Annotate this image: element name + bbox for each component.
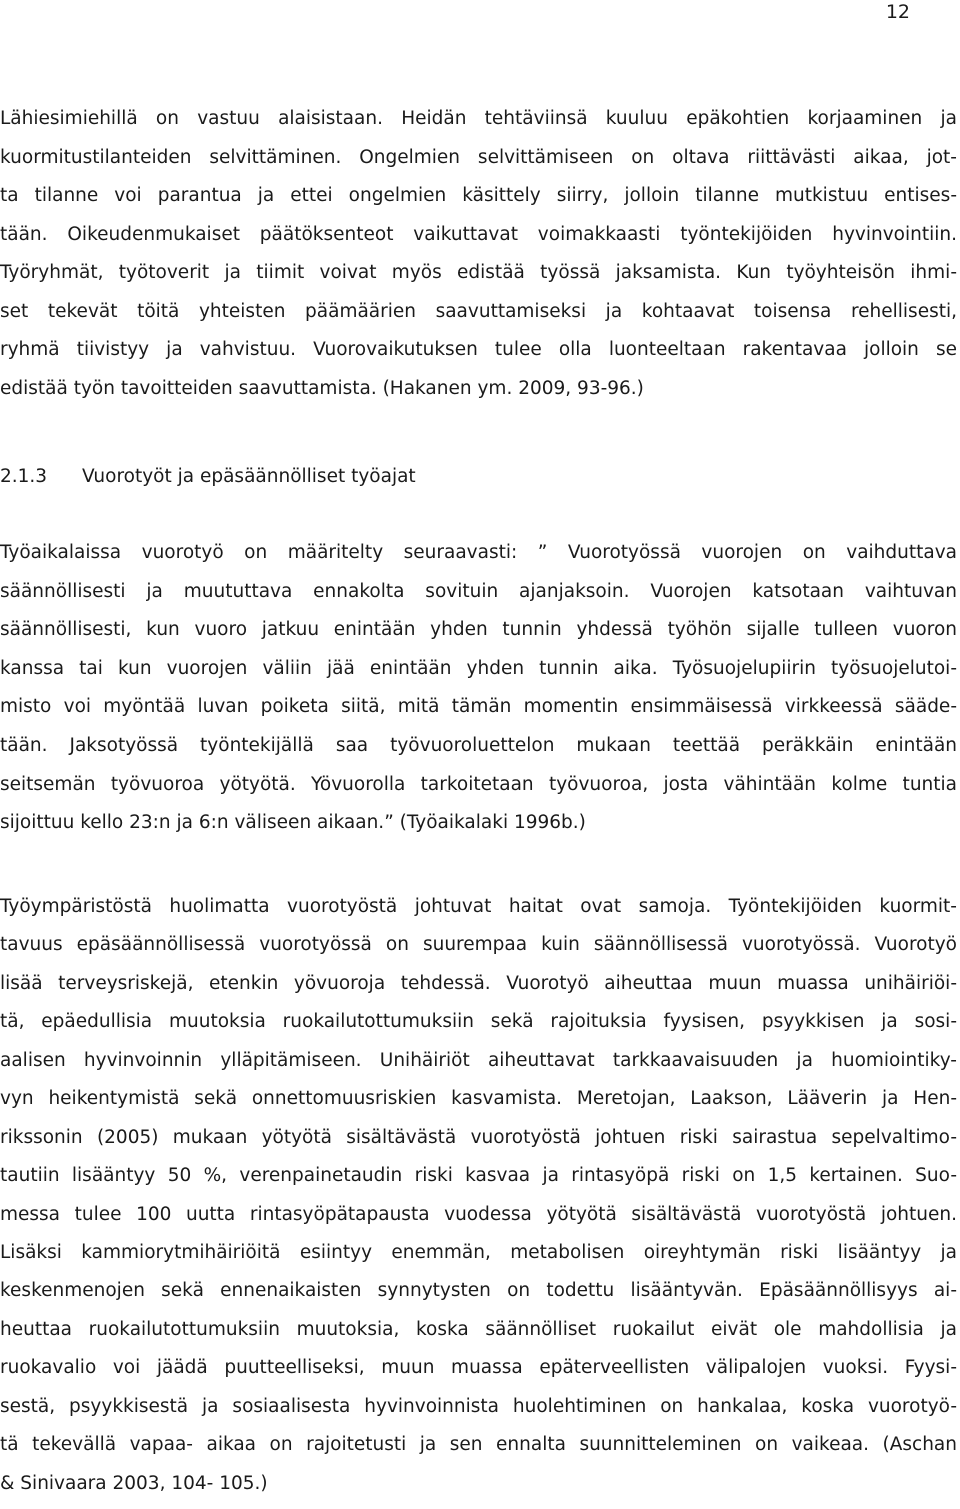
text-line: Työryhmät, työtoverit ja tiimit voivat myös edistää työssä jaksamista. Kun työyhteisön ihmi-: [0, 262, 957, 283]
text-line: säännöllisesti ja muututtava ennakolta sovituin ajanjaksoin. Vuorojen katsotaan vaihtuvan: [0, 580, 957, 602]
text-line: set tekevät töitä yhteisten päämäärien saavuttamiseksi ja kohtaavat toisensa rehellisesti,: [0, 300, 957, 322]
paragraph-shift-work-health-effects: [0, 893, 957, 1508]
text-line: heuttaa ruokailutottumuksiin muutoksia, koska säännölliset ruokailut eivät ole mahdollisia ja: [0, 1318, 957, 1340]
text-line: keskenmenojen sekä ennenaikaisten synnytysten on todettu lisääntyvän. Epäsäännöllisyys ai-: [0, 1280, 957, 1302]
page-number: 12: [885, 1, 910, 23]
text-line: tautiin lisääntyy 50 %, verenpainetaudin riski kasvaa ja rintasyöpä riski on 1,5 kertainen. Suo-: [0, 1165, 957, 1187]
section-title: Vuorotyöt ja epäsäännölliset työajat: [82, 466, 416, 487]
text-line: Lähiesimiehillä on vastuu alaisistaan. Heidän tehtäviinsä kuuluu epäkohtien korjaaminen ja: [0, 108, 957, 129]
text-line: ryhmä tiivistyy ja vahvistuu. Vuorovaikutuksen tulee olla luonteeltaan rakentavaa jolloin se: [0, 339, 957, 360]
text-line: misto voi myöntää luvan poiketa siitä, mitä tämän momentin ensimmäisessä virkkeessä sääde-: [0, 696, 957, 718]
text-line: tä tekevällä vapaa- aikaa on rajoitetusti ja sen ennalta suunnitteleminen on vaikeaa. (Aschan: [0, 1434, 957, 1456]
text-line: Lisäksi kammiorytmihäiriöitä esiintyy enemmän, metabolisen oireyhtymän riski lisääntyy ja: [0, 1241, 957, 1263]
text-line: säännöllisesti, kun vuoro jatkuu enintään yhden tunnin yhdessä työhön sijalle tulleen vuoron: [0, 619, 957, 641]
text-line: tä, epäedullisia muutoksia ruokailutottumuksiin sekä rajoituksia fyysisen, psyykkisen ja sosi-: [0, 1011, 957, 1033]
text-line: edistää työn tavoitteiden saavuttamista. (Hakanen ym. 2009, 93-96.): [0, 377, 644, 399]
text-line: lisää terveysriskejä, etenkin yövuoroja tehdessä. Vuorotyö aiheuttaa muun muassa unihäiriöi-: [0, 972, 957, 994]
text-line: messa tulee 100 uutta rintasyöpätapausta vuodessa yötyötä sisältävästä vuorotyöstä johtuen.: [0, 1203, 957, 1225]
text-line: ruokavalio voi jäädä puutteelliseksi, muun muassa epäterveellisten välipalojen vuoksi. Fyysi-: [0, 1357, 957, 1379]
text-line: aalisen hyvinvoinnin ylläpitämiseen. Unihäiriöt aiheuttavat tarkkaavaisuuden ja huomiointiky-: [0, 1049, 957, 1071]
text-line: Työympäristöstä huolimatta vuorotyöstä johtuvat haitat ovat samoja. Työntekijöiden kuormit-: [0, 896, 957, 917]
text-line: kanssa tai kun vuorojen väliin jää enintään yhden tunnin aika. Työsuojelupiirin työsuojelutoi-: [0, 657, 957, 679]
text-line: tavuus epäsäännöllisessä vuorotyössä on suurempaa kuin säännöllisessä vuorotyössä. Vuorotyö: [0, 934, 957, 956]
section-number: 2.1.3: [0, 466, 48, 487]
text-line: seitsemän työvuoroa yötyötä. Yövuorolla tarkoitetaan työvuoroa, josta vähintään kolme tuntia: [0, 773, 957, 795]
text-line: vyn heikentymistä sekä onnettomuusriskien kasvamista. Meretojan, Laakson, Lääverin ja Hen-: [0, 1088, 957, 1110]
text-line: Työaikalaissa vuorotyö on määritelty seuraavasti: ” Vuorotyössä vuorojen on vaihduttava: [0, 542, 957, 563]
text-line: kuormitustilanteiden selvittäminen. Ongelmien selvittämiseen on oltava riittävästi aikaa, jot-: [0, 146, 957, 168]
text-line: sijoittuu kello 23:n ja 6:n väliseen aikaan.” (Työaikalaki 1996b.): [0, 812, 586, 834]
text-line: tään. Oikeudenmukaiset päätöksenteot vaikuttavat voimakkaasti työntekijöiden hyvinvointiin.: [0, 223, 957, 245]
section-heading: [0, 463, 416, 491]
text-line: & Sinivaara 2003, 104- 105.): [0, 1472, 268, 1494]
text-line: rikssonin (2005) mukaan yötyötä sisältävästä vuorotyöstä johtuen riski sairastua sepelvaltimo-: [0, 1126, 957, 1148]
text-line: sestä, psyykkisestä ja sosiaalisesta hyvinvoinnista huolehtiminen on hankalaa, koska vuorotyö-: [0, 1395, 957, 1417]
paragraph-supervisor-responsibility: [0, 105, 957, 413]
text-line: tään. Jaksotyössä työntekijällä saa työvuoroluettelon mukaan teettää peräkkäin enintään: [0, 734, 957, 756]
paragraph-shift-work-definition: [0, 539, 957, 848]
text-line: ta tilanne voi parantua ja ettei ongelmien käsittely siirry, jolloin tilanne mutkistuu entises-: [0, 185, 957, 206]
